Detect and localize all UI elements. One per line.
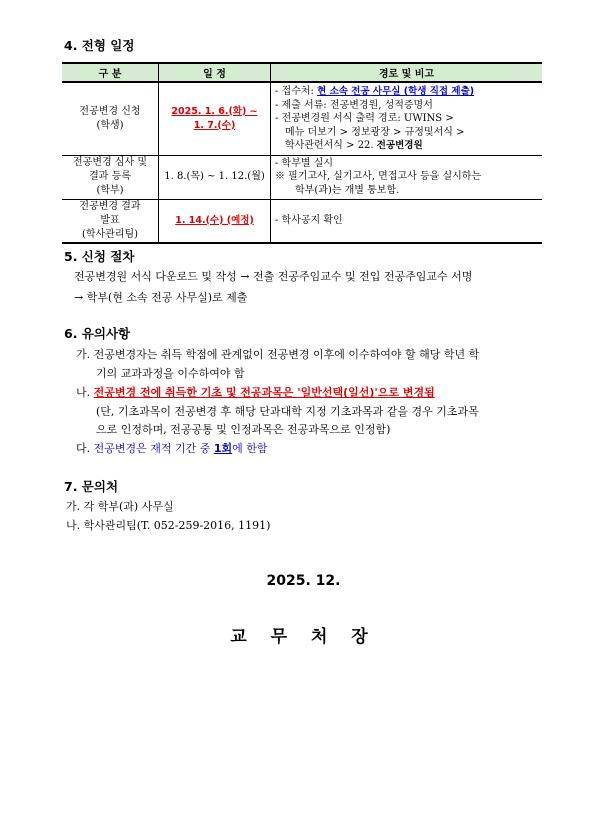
row1-category: 전공변경 신청 (학생) bbox=[62, 82, 159, 155]
row2-schedule: 1. 8.(목) ~ 1. 12.(월) bbox=[159, 155, 271, 199]
procedure-line-2: → 학부(현 소속 전공 사무실)로 제출 bbox=[74, 291, 248, 304]
section-6-title: 6. 유의사항 bbox=[64, 326, 131, 341]
form-name: 전공변경원 bbox=[376, 140, 423, 151]
schedule-table bbox=[62, 62, 542, 244]
header-category: 구 분 bbox=[62, 63, 159, 82]
contact-ga: 가. 각 학부(과) 사무실 bbox=[66, 500, 174, 513]
note-ga-line-1: 가. 전공변경자는 취득 학점에 관계없이 전공변경 이후에 이수하여야 할 해당 학년 학 bbox=[76, 348, 480, 361]
row3-notes: - 학사공지 확인 bbox=[271, 199, 543, 243]
note-ga-line-2: 기의 교과과정을 이수하여야 함 bbox=[96, 367, 245, 380]
table-row bbox=[62, 82, 542, 155]
table-row bbox=[62, 155, 542, 199]
procedure-line-1: 전공변경원 서식 다운로드 및 작성 → 전출 전공주임교수 및 전입 전공주임교수 서명 bbox=[74, 270, 473, 283]
note-na: 나. 전공변경 전에 취득한 기초 및 전공과목은 '일반선택(일선)'으로 변경됨 bbox=[76, 386, 435, 399]
section-7-title: 7. 문의처 bbox=[64, 479, 119, 494]
note-da: 다. 전공변경은 재적 기간 중 1회에 한함 bbox=[76, 442, 268, 455]
issue-date: 2025. 12. bbox=[266, 573, 341, 589]
credit-conversion-warning: 전공변경 전에 취득한 기초 및 전공과목은 '일반선택(일선)'으로 변경됨 bbox=[93, 386, 435, 399]
section-5-title: 5. 신청 절차 bbox=[64, 249, 135, 264]
row1-notes: - 접수처: 현 소속 전공 사무실 (학생 직접 제출) - 제출 서류: 전공변경원, 성적증명서 - 전공변경원 서식 출력 경로: UWINS > 메뉴 더보기 > 정보광장 > 규정및서식 > 학사관련서식 > 22. 전공변경원 bbox=[271, 82, 543, 155]
once-limit: 1회 bbox=[213, 442, 233, 455]
row1-schedule: 2025. 1. 6.(화) ~ 1. 7.(수) bbox=[159, 82, 271, 155]
header-notes: 경로 및 비고 bbox=[271, 63, 543, 82]
row3-schedule: 1. 14.(수) (예정) bbox=[159, 199, 271, 243]
issuer-title: 교 무 처 장 bbox=[230, 627, 377, 647]
table-header-row bbox=[62, 63, 542, 82]
table-row bbox=[62, 199, 542, 243]
note-na-sub-1: (단, 기초과목이 전공변경 후 해당 단과대학 지정 기초과목과 같을 경우 기초과목 bbox=[96, 405, 479, 418]
section-4-title: 4. 전형 일정 bbox=[64, 38, 135, 53]
row2-category: 전공변경 심사 및 결과 등록 (학부) bbox=[62, 155, 159, 199]
note-na-sub-2: 으로 인정하며, 전공공통 및 인정과목은 전공과목으로 인정함) bbox=[96, 423, 391, 436]
row2-notes: - 학부별 실시 ※ 필기고사, 실기고사, 면접고사 등을 실시하는 학부(과)는 개별 통보함. bbox=[271, 155, 543, 199]
row3-category: 전공변경 결과 발표 (학사관리팀) bbox=[62, 199, 159, 243]
header-schedule: 일 정 bbox=[159, 63, 271, 82]
submission-office: 현 소속 전공 사무실 (학생 직접 제출) bbox=[317, 86, 475, 97]
contact-na: 나. 학사관리팀(T. 052-259-2016, 1191) bbox=[66, 519, 271, 532]
